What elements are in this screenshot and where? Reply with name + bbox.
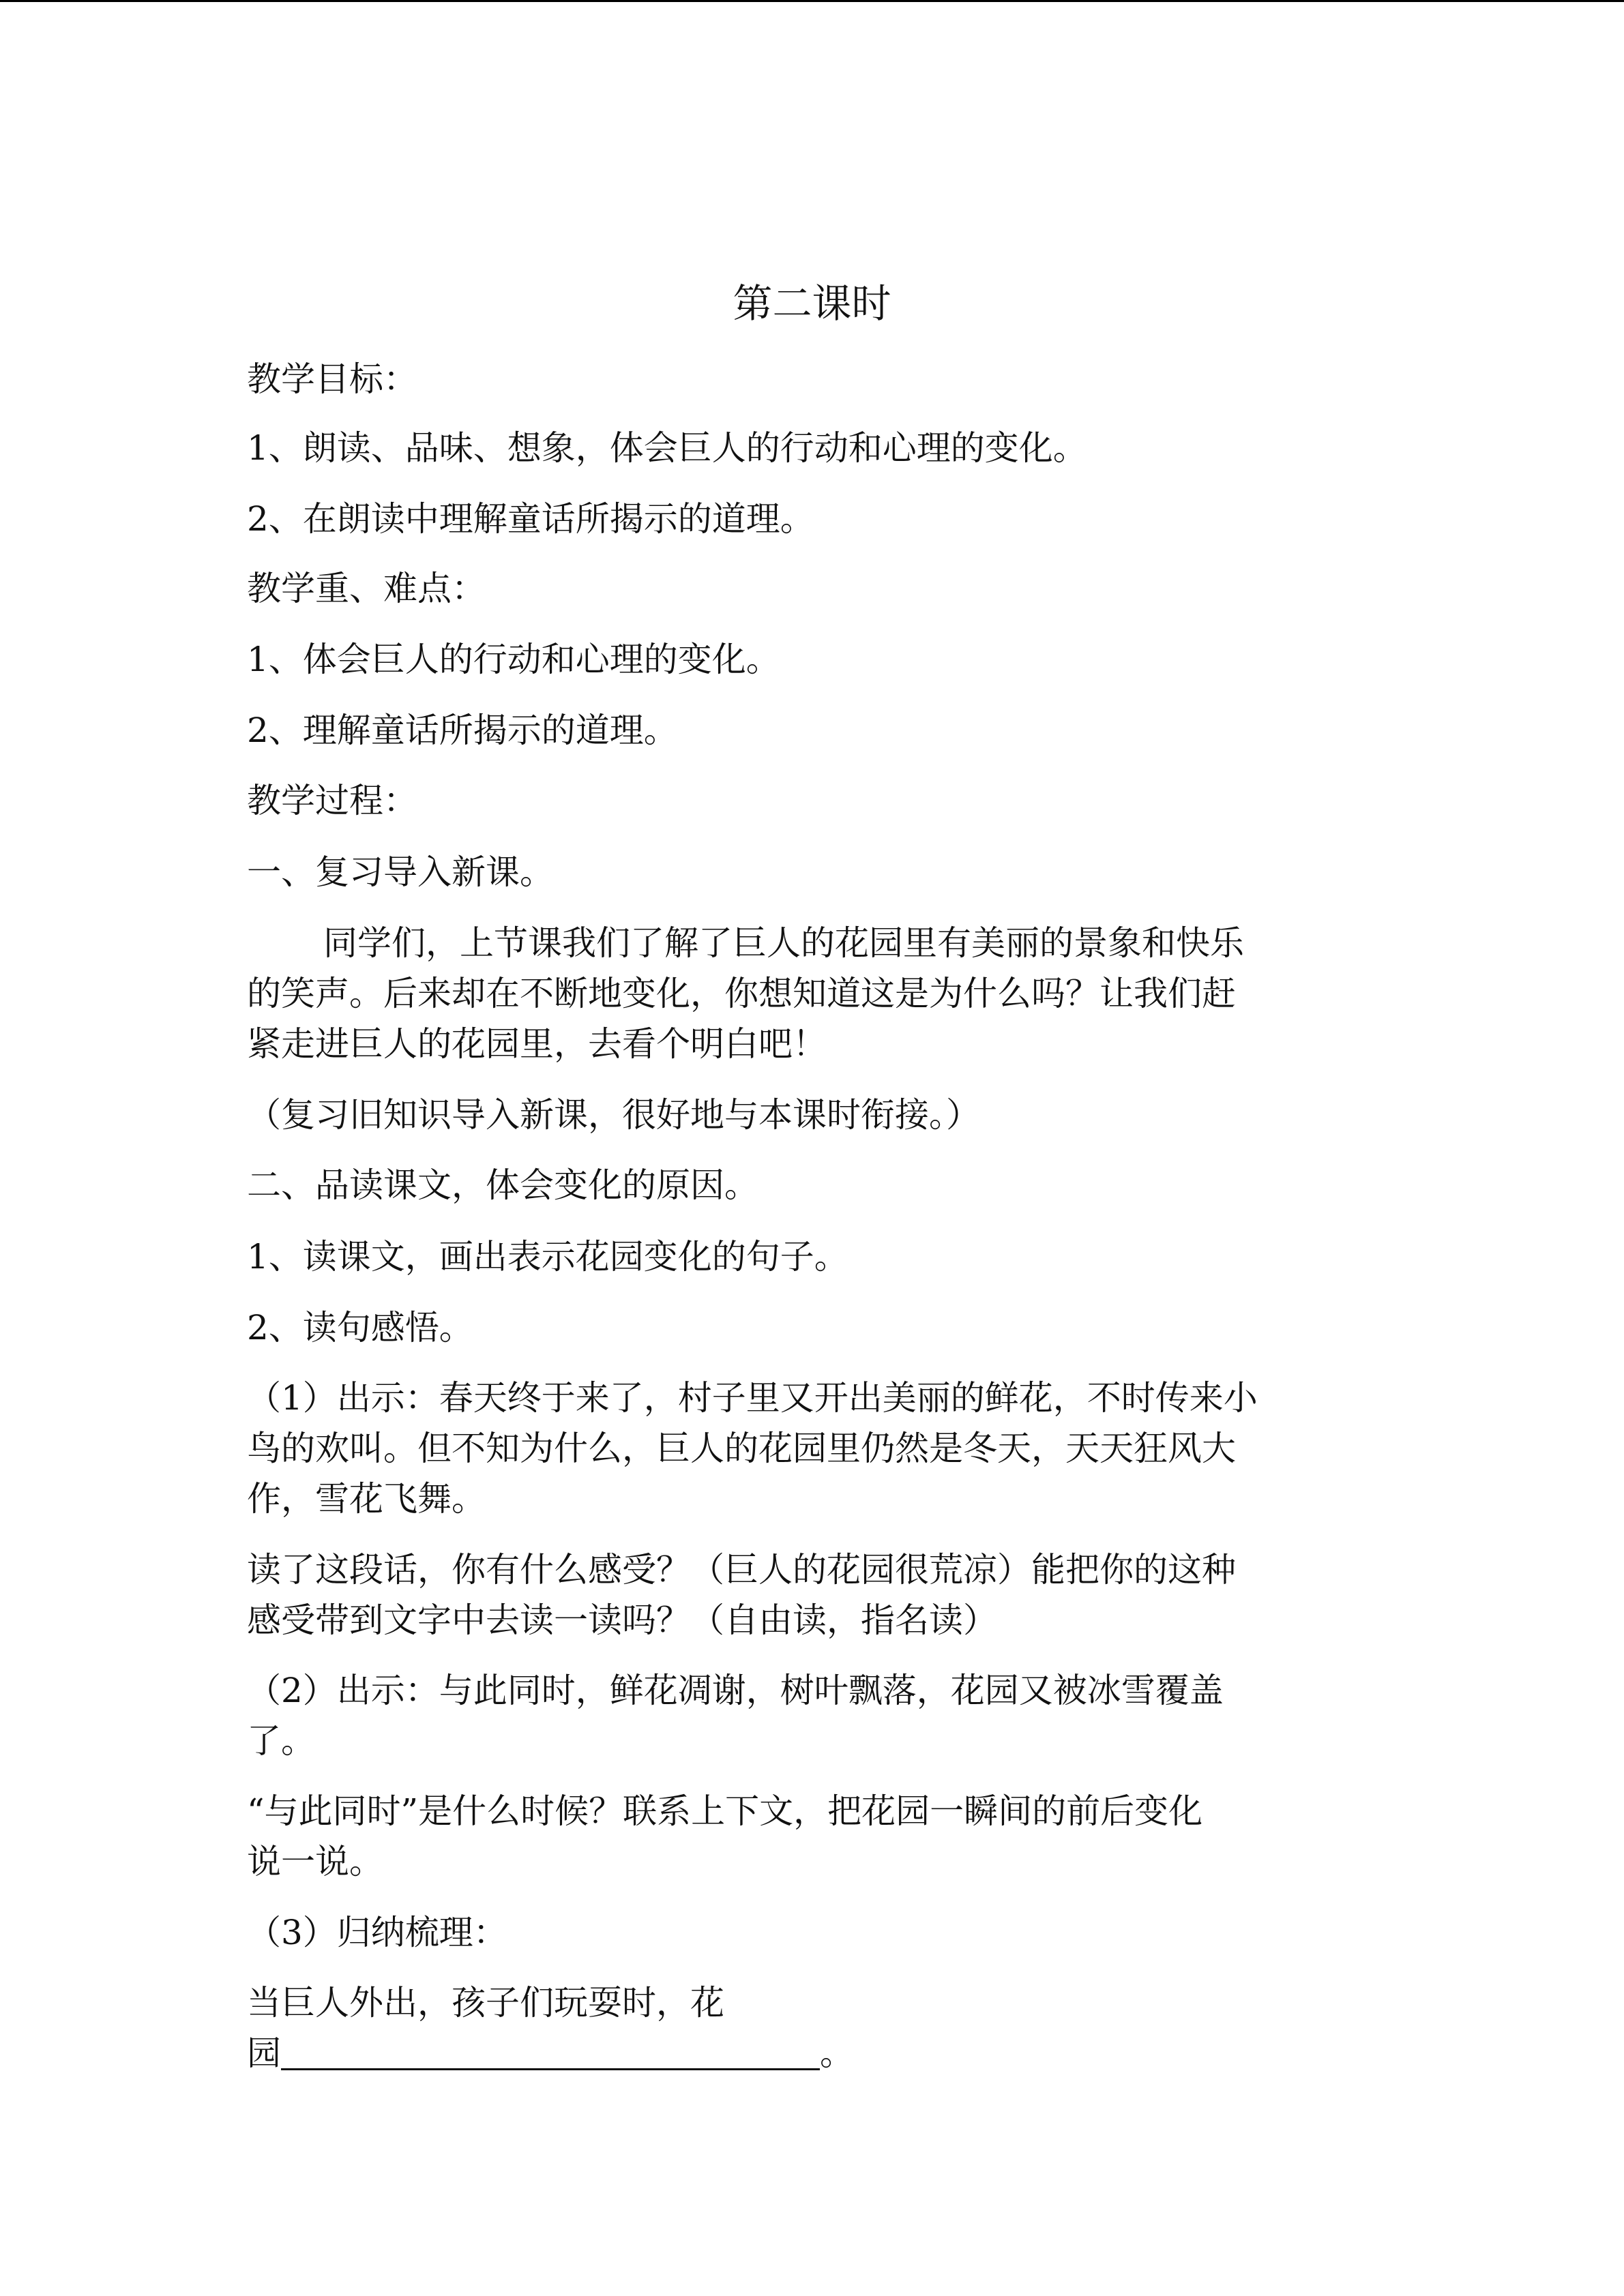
text-fragment: 园 (247, 2033, 281, 2073)
text-line: 鸟的欢叫。但不知为什么，巨人的花园里仍然是冬天，天天狂风大 (247, 1429, 1236, 1468)
summary-heading: （3）归纳梳理： (247, 1913, 507, 1952)
text-line: 感受带到文字中去读一读吗？（自由读，指名读） (247, 1600, 997, 1640)
text-line: 的笑声。后来却在不断地变化，你想知道这是为什么吗？让我们赶 (247, 974, 1236, 1013)
goal-item-1: 1、朗读、品味、想象，体会巨人的行动和心理的变化。 (247, 428, 1087, 468)
heading-teaching-process: 教学过程： (247, 781, 417, 820)
text-line: 当巨人外出，孩子们玩耍时，花 (247, 1983, 724, 2023)
text-line: 读了这段话，你有什么感受？（巨人的花园很荒凉）能把你的这种 (247, 1550, 1236, 1590)
goal-item-2: 2、在朗读中理解童话所揭示的道理。 (247, 499, 814, 539)
page-top-border (0, 0, 1624, 2)
review-note: （复习旧知识导入新课，很好地与本课时衔接。） (247, 1095, 980, 1135)
fill-in-blank (281, 2033, 820, 2070)
key-point-item-1: 1、体会巨人的行动和心理的变化。 (247, 640, 780, 679)
page-title: 第二课时 (733, 280, 891, 327)
section-heading-review: 一、复习导入新课。 (247, 852, 554, 892)
text-line (247, 2028, 1379, 2078)
text-line: 了。 (247, 1721, 315, 1761)
reading-step-1: 1、读课文，画出表示花园变化的句子。 (247, 1237, 848, 1277)
reading-step-2: 2、读句感悟。 (247, 1308, 473, 1347)
heading-teaching-goals: 教学目标： (247, 359, 417, 399)
text-line: 作，雪花飞舞。 (247, 1479, 486, 1519)
text-line: 说一说。 (247, 1842, 383, 1881)
heading-key-points: 教学重、难点： (247, 569, 486, 608)
text-line: （1）出示：春天终于来了，村子里又开出美丽的鲜花，不时传来小 (247, 1378, 1258, 1418)
text-line: “与此同时”是什么时候？联系上下文，把花园一瞬间的前后变化 (247, 1791, 1203, 1831)
text-fragment: 。 (820, 2033, 854, 2073)
text-line: 紧走进巨人的花园里，去看个明白吧！ (247, 1024, 827, 1064)
text-line: （2）出示：与此同时，鲜花凋谢，树叶飘落，花园又被冰雪覆盖 (247, 1671, 1224, 1710)
text-line: 同学们，上节课我们了解了巨人的花园里有美丽的景象和快乐 (323, 923, 1244, 963)
key-point-item-2: 2、理解童话所揭示的道理。 (247, 711, 678, 750)
section-heading-reading: 二、品读课文，体会变化的原因。 (247, 1165, 758, 1205)
